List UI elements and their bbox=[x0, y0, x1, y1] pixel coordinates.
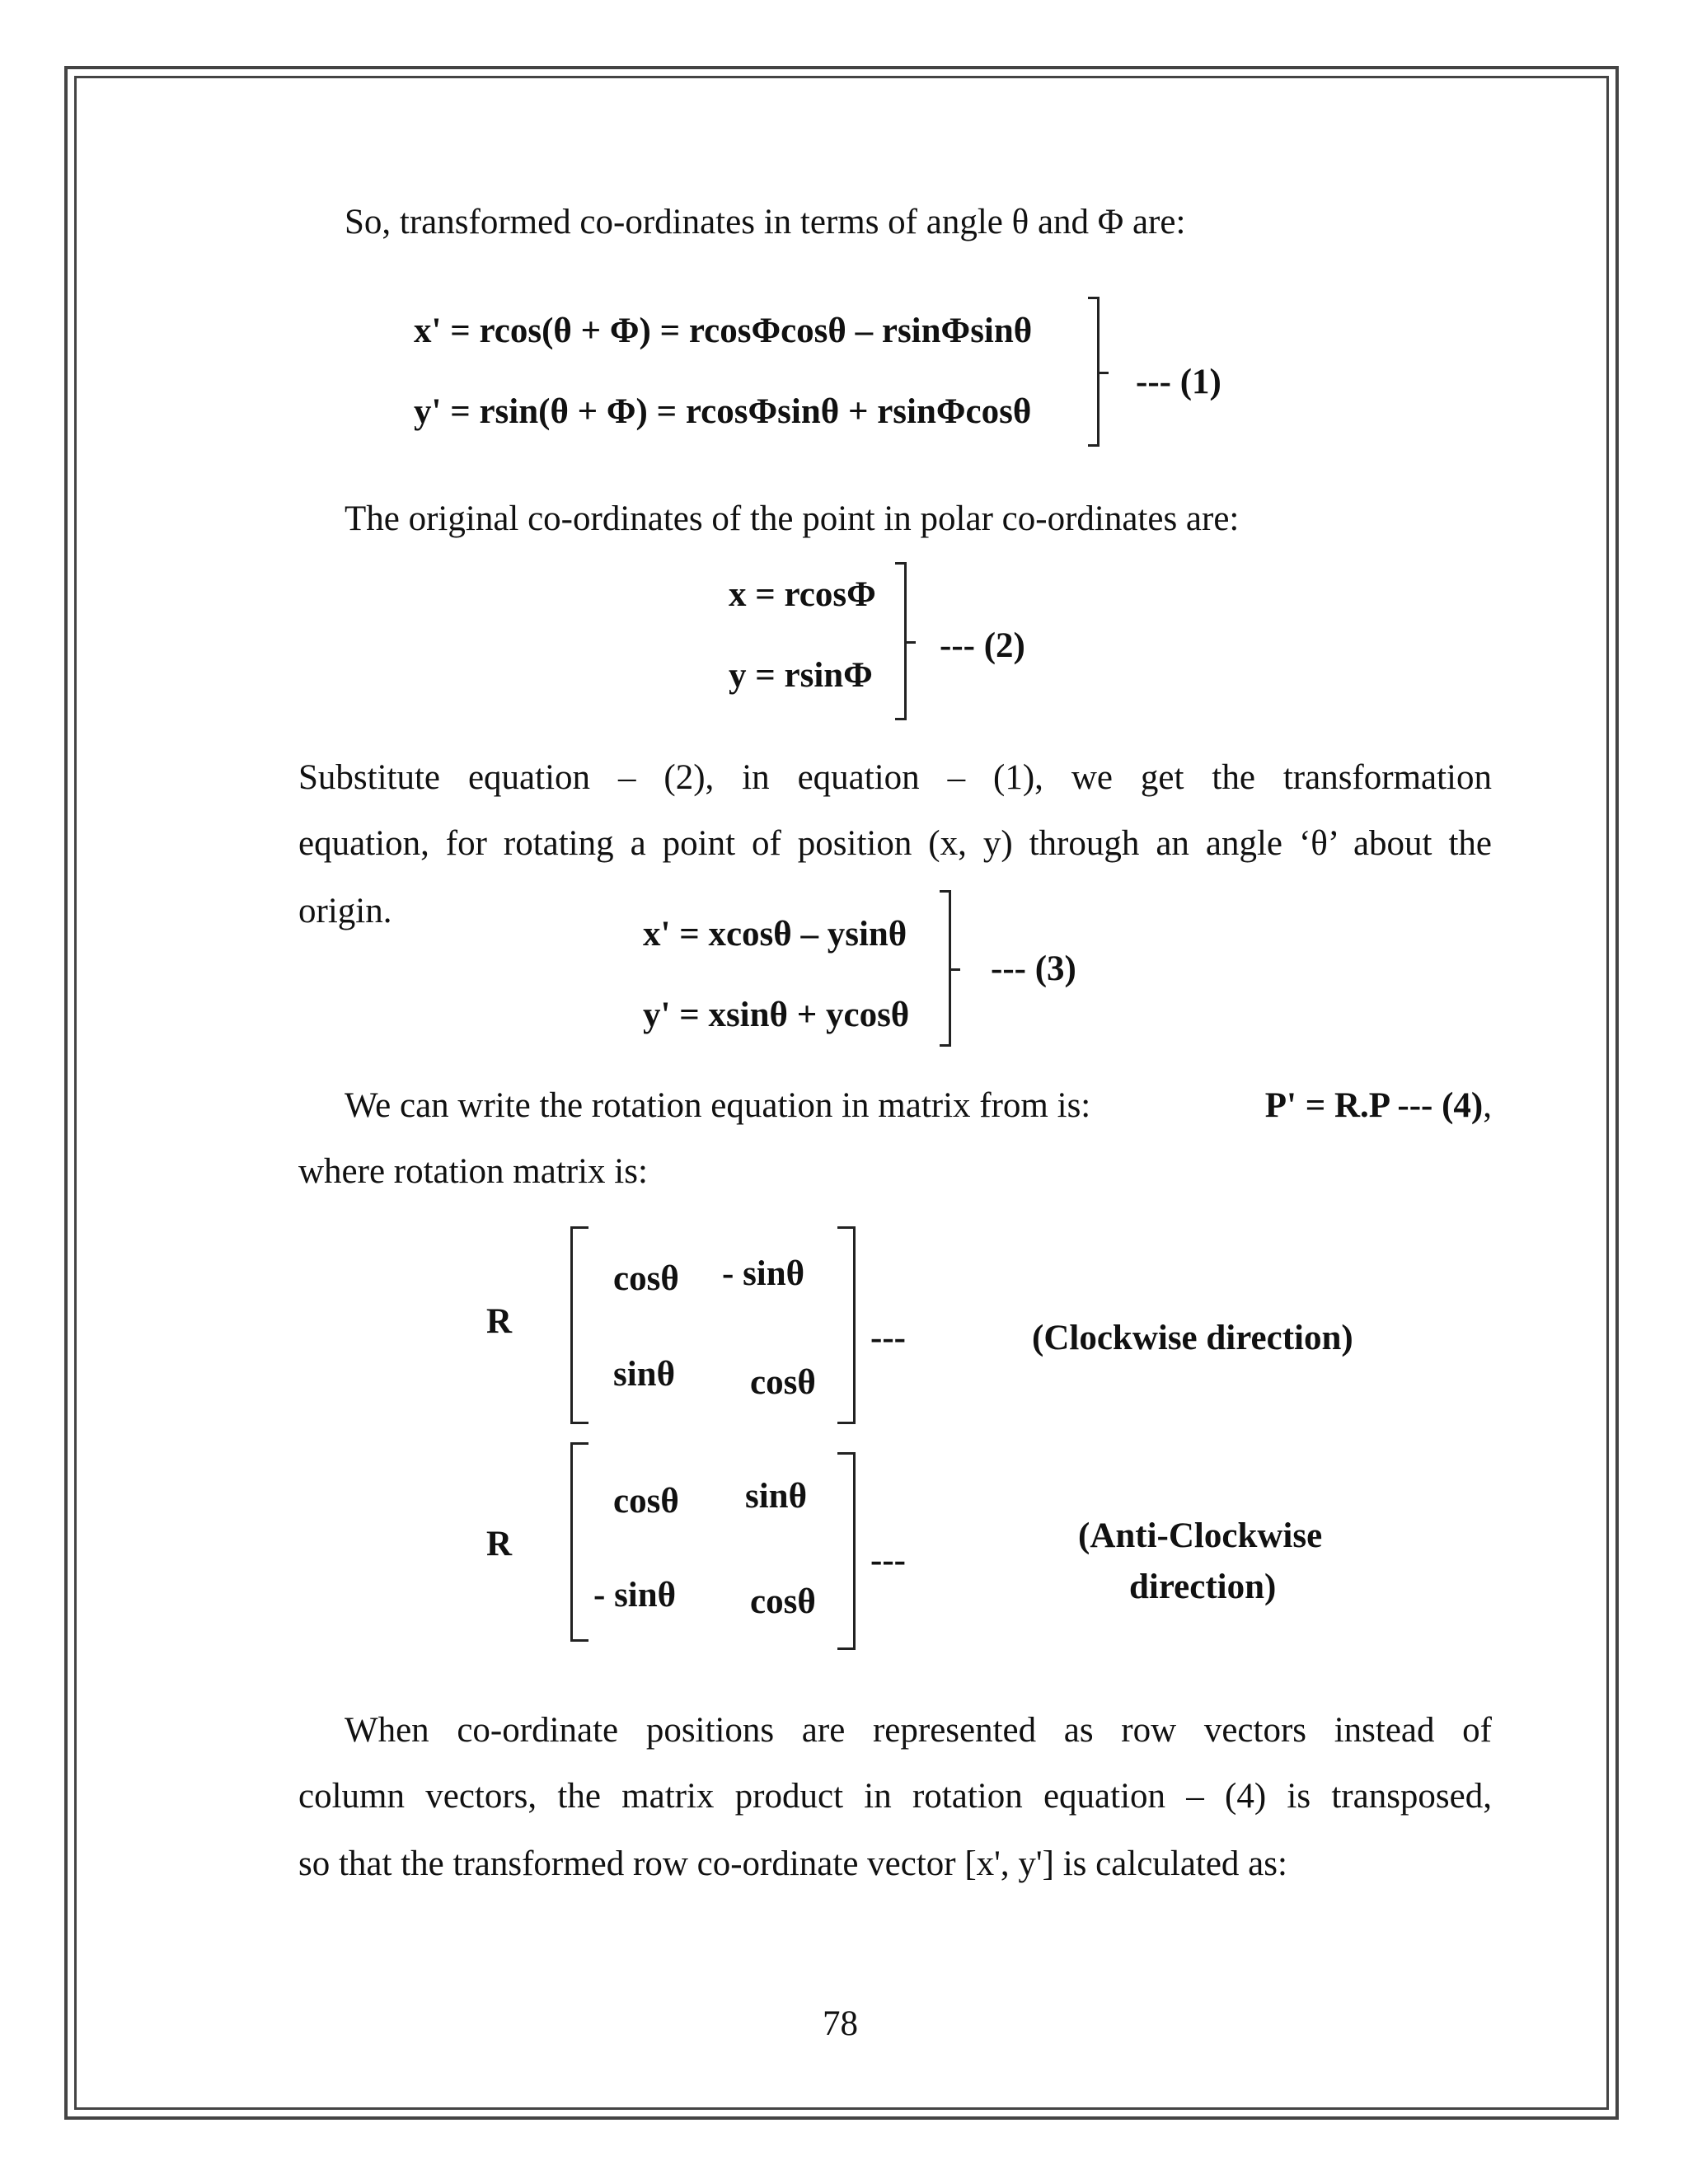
matrix-clockwise-a21: sinθ bbox=[613, 1355, 676, 1394]
matrix-clockwise-label: (Clockwise direction) bbox=[1032, 1319, 1353, 1357]
matrix-anticlockwise-dash: --- bbox=[870, 1541, 906, 1580]
matrix-clockwise-symbol: R bbox=[486, 1302, 513, 1341]
matrix-clockwise-a11: cosθ bbox=[613, 1259, 679, 1298]
matrix-anticlockwise-a12: sinθ bbox=[745, 1477, 808, 1516]
matrix-anticlockwise-left-bracket bbox=[570, 1442, 588, 1642]
equation-2-line-2: y = rsinΦ bbox=[729, 656, 873, 695]
matrix-anticlockwise-a21: - sinθ bbox=[593, 1576, 677, 1615]
matrix-clockwise-a22: cosθ bbox=[750, 1363, 816, 1402]
matrix-clockwise-dash: --- bbox=[870, 1319, 906, 1357]
matrix-clockwise-a12: - sinθ bbox=[722, 1254, 805, 1293]
substitute-text-line-3: origin. bbox=[298, 892, 392, 930]
matrix-clockwise-left-bracket bbox=[570, 1226, 588, 1424]
substitute-text-line-2: equation, for rotating a point of position (x, y) through an angle ‘θ’ about the bbox=[298, 824, 1492, 863]
equation-1-line-1: x' = rcos(θ + Φ) = rcosΦcosθ – rsinΦsinθ bbox=[414, 312, 1033, 350]
equation-1-brace bbox=[1088, 297, 1100, 447]
closing-text-line-2: column vectors, the matrix product in rotation equation – (4) is transposed, bbox=[298, 1777, 1492, 1816]
matrix-text-comma: , bbox=[1483, 1086, 1492, 1125]
matrix-text-lead bbox=[345, 1088, 1193, 1123]
substitute-text-line-1: Substitute equation – (2), in equation – (1), we get the transformation bbox=[298, 758, 1492, 797]
matrix-anticlockwise-a22: cosθ bbox=[750, 1582, 816, 1621]
intro-text: So, transformed co-ordinates in terms of angle θ and Φ are: bbox=[345, 203, 1186, 241]
equation-3-line-1: x' = xcosθ – ysinθ bbox=[643, 915, 907, 954]
matrix-anticlockwise-right-bracket bbox=[837, 1452, 856, 1650]
page-number: 78 bbox=[823, 2004, 858, 2043]
matrix-anticlockwise-label-line-1: (Anti-Clockwise bbox=[1078, 1516, 1323, 1555]
equation-3-brace bbox=[940, 890, 951, 1047]
closing-text-line-1: When co-ordinate positions are represented as row vectors instead of bbox=[345, 1711, 1492, 1750]
equation-2-brace bbox=[895, 562, 907, 720]
equation-1-line-2: y' = rsin(θ + Φ) = rcosΦsinθ + rsinΦcosθ bbox=[414, 392, 1032, 431]
matrix-anticlockwise-label-line-2: direction) bbox=[1129, 1568, 1277, 1606]
matrix-text-line-2: where rotation matrix is: bbox=[298, 1152, 648, 1191]
equation-1-label: --- (1) bbox=[1136, 363, 1221, 401]
equation-3-line-2: y' = xsinθ + ycosθ bbox=[643, 996, 910, 1034]
equation-2-label: --- (2) bbox=[940, 626, 1025, 665]
matrix-text-line-1 bbox=[345, 1088, 1492, 1123]
closing-text-line-3: so that the transformed row co-ordinate vector [x', y'] is calculated as: bbox=[298, 1844, 1287, 1883]
matrix-clockwise-right-bracket bbox=[837, 1226, 856, 1424]
polar-text: The original co-ordinates of the point in polar co-ordinates are: bbox=[345, 499, 1240, 538]
matrix-equation-ref: P' = R.P --- (4) bbox=[1264, 1086, 1484, 1125]
equation-2-line-1: x = rcosΦ bbox=[729, 575, 876, 614]
matrix-anticlockwise-a11: cosθ bbox=[613, 1482, 679, 1521]
equation-3-label: --- (3) bbox=[991, 949, 1076, 988]
matrix-anticlockwise-symbol: R bbox=[486, 1525, 513, 1563]
matrix-text-formula-wrap bbox=[1265, 1088, 1492, 1123]
matrix-text-lead-content: We can write the rotation equation in matrix from is: bbox=[345, 1086, 1091, 1125]
